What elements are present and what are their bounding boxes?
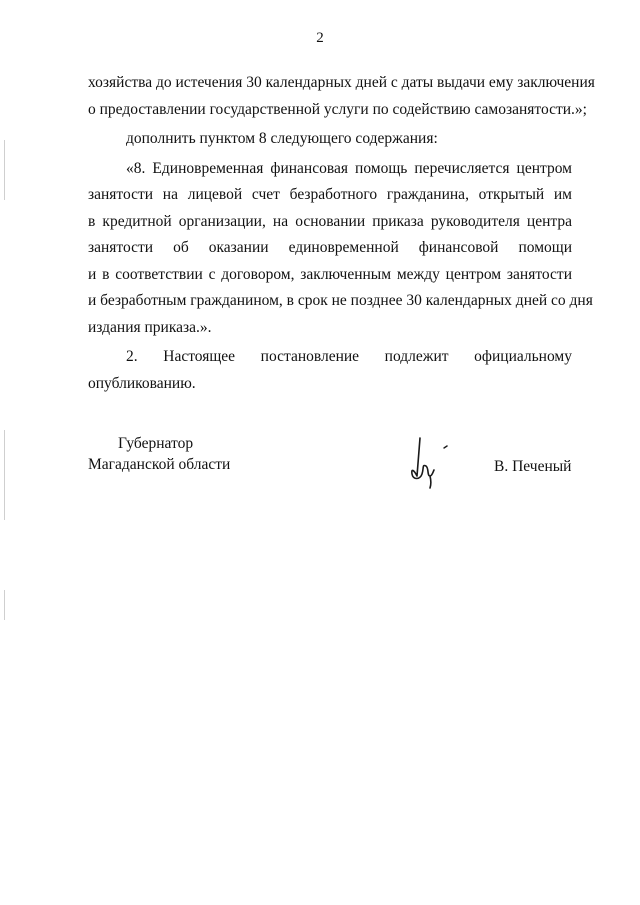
document-body xyxy=(88,70,595,400)
text-line: хозяйства до истечения 30 календарных дней с даты выдачи ему заключения xyxy=(88,74,595,91)
signatory-region: Магаданской области xyxy=(88,456,231,473)
text-line: дополнить пунктом 8 следующего содержания: xyxy=(126,130,438,147)
paragraph-item-2 xyxy=(88,344,572,397)
text-line: и в соответствии с договором, заключенным между центром занятости xyxy=(88,265,572,283)
text-line: и безработным гражданином, в срок не позднее 30 календарных дней со дня xyxy=(88,292,593,309)
text-line: занятости об оказании единовременной финансовой помощи xyxy=(88,239,572,256)
paragraph-item-8 xyxy=(88,156,593,342)
page-number: 2 xyxy=(316,30,324,46)
scan-edge-mark xyxy=(4,430,5,520)
signatory-name: В. Печеный xyxy=(494,458,572,475)
paragraph-amendment-intro xyxy=(88,126,572,153)
text-line: о предоставлении государственной услуги по содействию самозанятости.»; xyxy=(88,100,587,118)
scan-edge-mark xyxy=(4,590,5,620)
text-line: издания приказа.». xyxy=(88,318,212,336)
scan-edge-mark xyxy=(4,140,5,200)
text-line: 2. Настоящее постановление подлежит официальному xyxy=(126,348,572,365)
text-line: опубликованию. xyxy=(88,374,196,392)
signatory-title xyxy=(88,433,230,475)
handwritten-signature xyxy=(400,430,460,490)
text-line: занятости на лицевой счет безработного гражданина, открытый им xyxy=(88,186,572,203)
text-line: в кредитной организации, на основании приказа руководителя центра xyxy=(88,212,572,230)
text-line: «8. Единовременная финансовая помощь перечисляется центром xyxy=(126,159,572,177)
signatory-position: Губернатор xyxy=(118,435,194,452)
paragraph-continuation xyxy=(88,70,595,123)
